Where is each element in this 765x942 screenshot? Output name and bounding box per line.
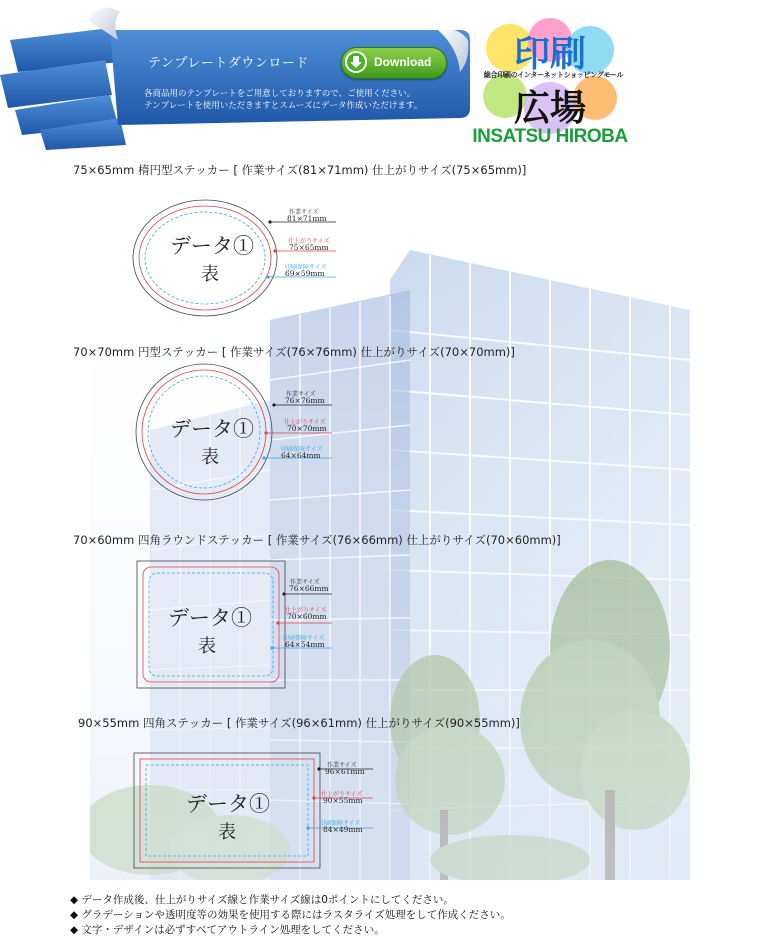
finish-size-label: 仕上がりサイズ — [284, 419, 326, 426]
work-size-value: 81×71mm — [287, 214, 327, 223]
download-arrow-icon — [345, 51, 367, 73]
banner-title: テンプレートダウンロード — [148, 56, 309, 71]
section-title-rounded-square: 70×60mm 四角ラウンドステッカー [ 作業サイズ(76×66mm) 仕上がりサイズ(70×60mm)] — [73, 533, 561, 547]
finish-size-label: 仕上がりサイズ — [321, 791, 363, 798]
template-sub-text: 表 — [201, 264, 219, 285]
finish-size-label: 仕上がりサイズ — [288, 238, 330, 245]
finish-size-value: 70×60mm — [287, 612, 327, 621]
section-title-rectangle: 90×55mm 四角ステッカー [ 作業サイズ(96×61mm) 仕上がりサイズ(90×55mm)] — [78, 716, 520, 730]
download-button[interactable] — [341, 47, 447, 79]
finish-size-label: 仕上がりサイズ — [285, 607, 327, 614]
template-sub-text: 表 — [201, 447, 219, 468]
note-item: ◆ グラデーションや透明度等の効果を使用する際にはラスタライズ処理をして作成ください。 — [70, 909, 511, 921]
safe-size-label: 印刷保障サイズ — [285, 264, 327, 271]
template-sub-text: 表 — [218, 822, 236, 843]
work-size-value: 96×61mm — [325, 767, 365, 776]
safe-size-value: 84×49mm — [323, 825, 363, 834]
logo-english: INSATSU HIROBA — [472, 126, 628, 147]
work-size-value: 76×66mm — [289, 584, 329, 593]
note-item: ◆ 文字・デザインは必ずすべてアウトライン処理をしてください。 — [70, 924, 385, 936]
work-size-label: 作業サイズ — [290, 579, 320, 586]
safe-size-label: 印刷保障サイズ — [283, 635, 325, 642]
section-title-ellipse: 75×65mm 楕円型ステッカー [ 作業サイズ(81×71mm) 仕上がりサイズ(75×65mm)] — [73, 163, 527, 177]
logo-line2: 広場 — [513, 88, 587, 129]
section-title-circle: 70×70mm 円型ステッカー [ 作業サイズ(76×76mm) 仕上がりサイズ(70×70mm)] — [73, 345, 515, 359]
safe-size-value: 64×64mm — [281, 451, 321, 460]
safe-size-value: 64×54mm — [285, 640, 325, 649]
banner-description: 各商品用のテンプレートをご用意しておりますので、ご使用ください。 テンプレートを使用いただきますとスムーズにデータ作成いただけます。 — [144, 89, 423, 111]
safe-size-label: 印刷保障サイズ — [281, 446, 323, 453]
safe-size-label: 印刷保障サイズ — [319, 820, 361, 827]
logo-line1: 印刷 — [513, 34, 587, 75]
safe-size-value: 69×59mm — [285, 269, 325, 278]
finish-size-value: 90×55mm — [323, 796, 363, 805]
work-size-label: 作業サイズ — [327, 762, 357, 769]
template-main-text: データ① — [186, 792, 270, 816]
template-main-text: データ① — [170, 234, 254, 258]
notes-list — [70, 893, 511, 938]
work-size-label: 作業サイズ — [286, 391, 316, 398]
download-label: Download — [374, 55, 432, 69]
logo-tagline: 総合印刷のインターネットショッピングモール — [483, 71, 624, 79]
template-sub-text: 表 — [198, 636, 216, 657]
work-size-value: 76×76mm — [285, 396, 325, 405]
finish-size-value: 75×65mm — [289, 243, 329, 252]
work-size-label: 作業サイズ — [289, 209, 319, 216]
note-item: ◆ データ作成後、仕上がりサイズ線と作業サイズ線は0ポイントにしてください。 — [70, 894, 454, 906]
finish-size-value: 70×70mm — [287, 424, 327, 433]
template-main-text: データ① — [168, 606, 252, 630]
template-main-text: データ① — [170, 417, 254, 441]
